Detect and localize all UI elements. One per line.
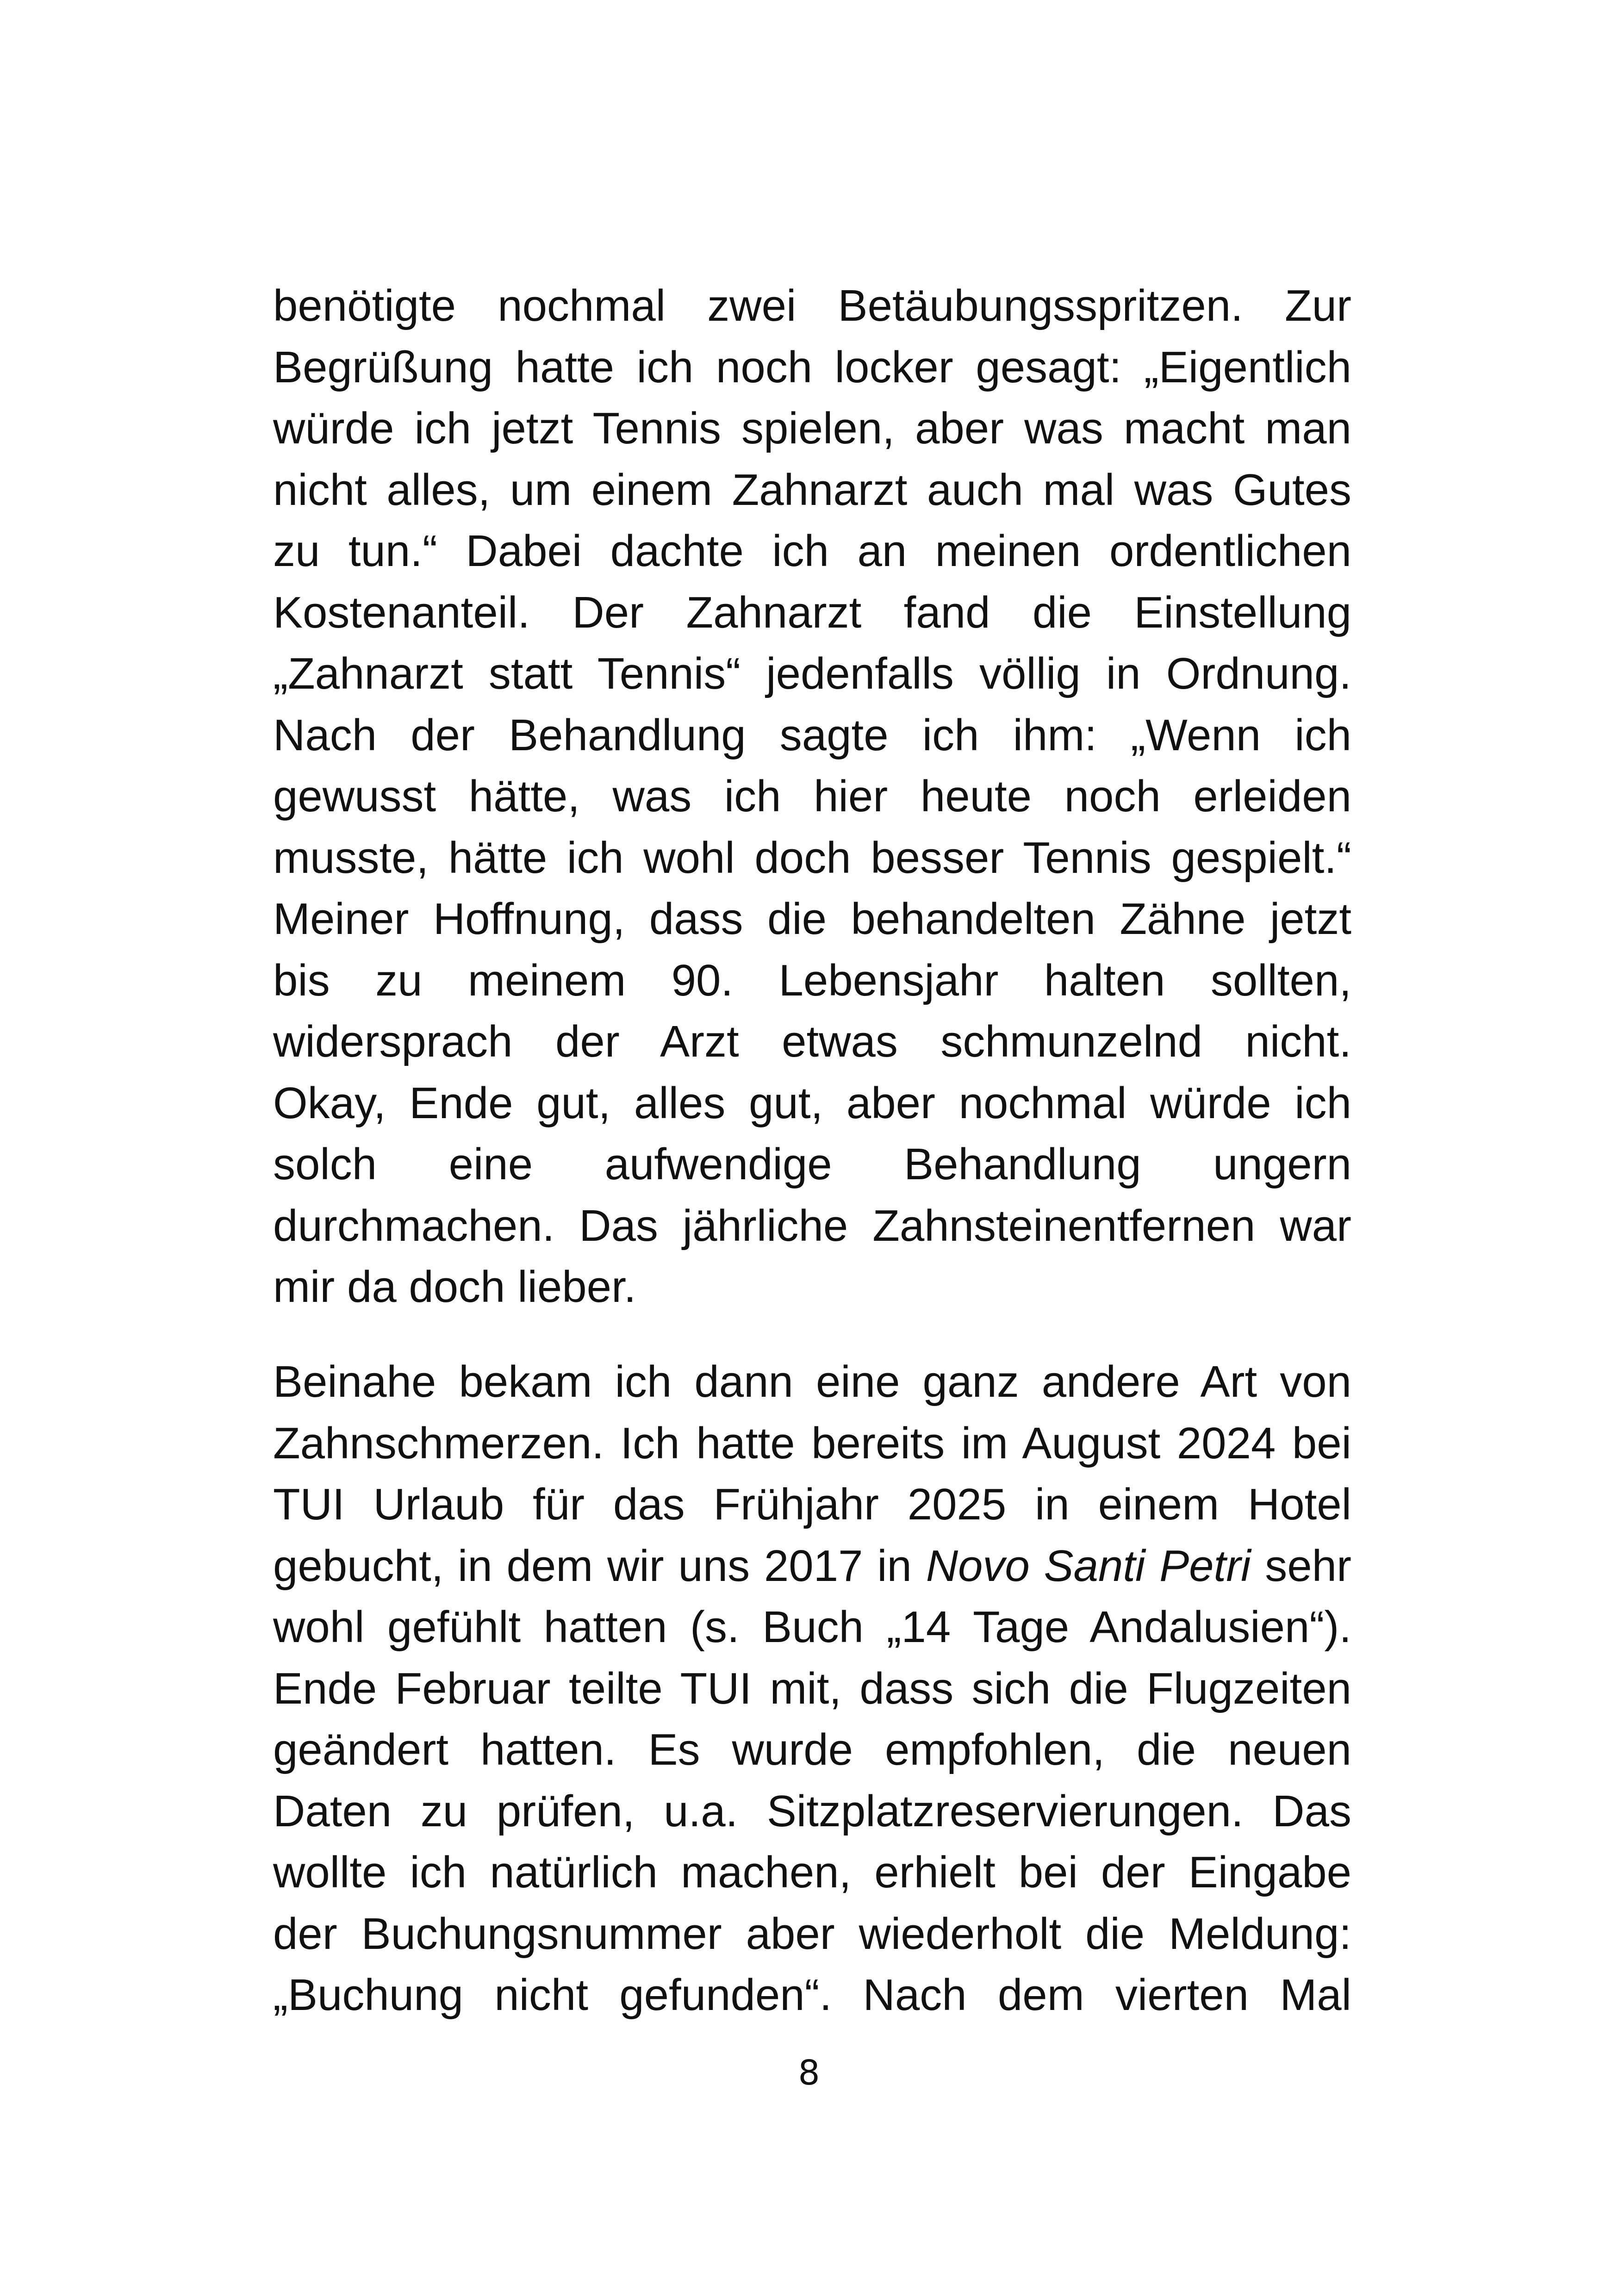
page-number: 8	[798, 2053, 820, 2093]
text-line: Daten zu prüfen, u.a. Sitzplatzreservierungen. Das	[273, 1786, 1351, 1836]
text-line: „Buchung nicht gefunden“. Nach dem vierten Mal	[273, 1970, 1351, 2020]
text-line: wohl gefühlt hatten (s. Buch „14 Tage Andalusien“).	[273, 1602, 1351, 1652]
text-line: durchmachen. Das jährliche Zahnsteinentfernen war	[273, 1201, 1351, 1251]
paragraph-2	[273, 1351, 1351, 2026]
text-line: würde ich jetzt Tennis spielen, aber was macht man	[273, 404, 1351, 453]
text-line: mir da doch lieber.	[273, 1262, 636, 1312]
text-line: wollte ich natürlich machen, erhielt bei der Eingabe	[273, 1848, 1351, 1897]
text-line: widersprach der Arzt etwas schmunzelnd nicht.	[273, 1017, 1351, 1066]
paragraph-1	[273, 275, 1351, 1318]
text-line: nicht alles, um einem Zahnarzt auch mal was Gutes	[273, 465, 1351, 515]
text-line: Ende Februar teilte TUI mit, dass sich die Flugzeiten	[273, 1663, 1351, 1713]
text-line: bis zu meinem 90. Lebensjahr halten sollten,	[273, 955, 1351, 1005]
text-line: benötigte nochmal zwei Betäubungsspritzen. Zur	[273, 281, 1351, 330]
text-line: solch eine aufwendige Behandlung ungern	[273, 1139, 1351, 1189]
text-segment: sehr	[1251, 1541, 1352, 1591]
text-segment: gebucht, in dem wir uns 2017 in	[273, 1541, 926, 1591]
text-line: Beinahe bekam ich dann eine ganz andere Art von	[273, 1357, 1351, 1406]
text-line: Kostenanteil. Der Zahnarzt fand die Einstellung	[273, 587, 1351, 637]
text-line: musste, hätte ich wohl doch besser Tennis gespielt.“	[273, 833, 1351, 883]
italic-place-name: Novo Santi Petri	[926, 1541, 1251, 1591]
text-line: TUI Urlaub für das Frühjahr 2025 in einem Hotel	[273, 1480, 1351, 1529]
text-line: geändert hatten. Es wurde empfohlen, die neuen	[273, 1725, 1351, 1774]
text-line: Okay, Ende gut, alles gut, aber nochmal würde ich	[273, 1078, 1351, 1128]
text-line: Zahnschmerzen. Ich hatte bereits im August 2024 bei	[273, 1418, 1351, 1468]
text-line: „Zahnarzt statt Tennis“ jedenfalls völlig in Ordnung.	[273, 649, 1351, 698]
text-line: Begrüßung hatte ich noch locker gesagt: „Eigentlich	[273, 342, 1351, 392]
text-line: Meiner Hoffnung, dass die behandelten Zähne jetzt	[273, 894, 1351, 944]
text-line: Nach der Behandlung sagte ich ihm: „Wenn ich	[273, 710, 1351, 760]
text-line: der Buchungsnummer aber wiederholt die Meldung:	[273, 1909, 1351, 1959]
text-line: gewusst hätte, was ich hier heute noch erleiden	[273, 772, 1351, 821]
text-line-with-italic	[273, 1536, 1351, 1597]
text-line: zu tun.“ Dabei dachte ich an meinen ordentlichen	[273, 526, 1351, 576]
